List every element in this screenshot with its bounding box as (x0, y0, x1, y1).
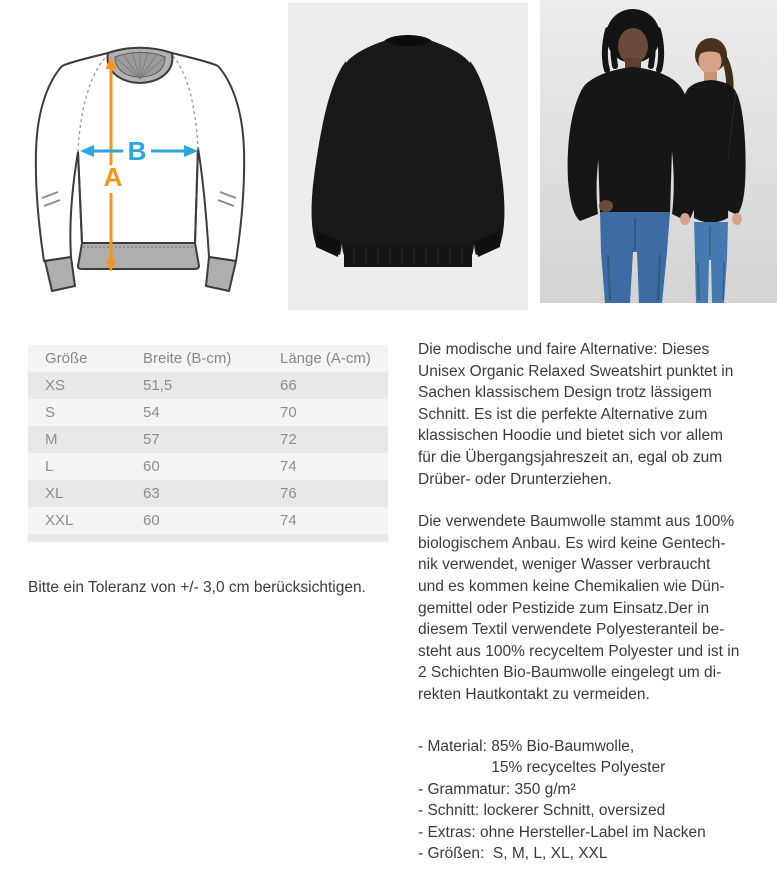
right-cuff (206, 257, 236, 291)
size-cell: M (45, 431, 58, 448)
size-diagram (12, 20, 268, 310)
table-row-xl (28, 480, 388, 507)
breite-cell: 60 (143, 458, 160, 475)
column-header-groesse: Größe (45, 350, 88, 367)
breite-cell: 54 (143, 404, 160, 421)
size-cell: L (45, 458, 54, 475)
table-footer-strip (28, 534, 388, 542)
breite-cell: 63 (143, 485, 160, 502)
product-details-list: - Material: 85% Bio-Baumwolle, 15% recyceltes Polyester - Grammatur: 350 g/m² - Schnitt: lockerer Schnitt, oversized - Extras: ohne Hersteller-Label im Nacken - Größen: S, M, L, XL, XXL (418, 737, 706, 863)
measure-b-label: B (127, 136, 147, 166)
product-description-section (418, 339, 770, 873)
laenge-cell: 74 (280, 458, 297, 475)
left-cuff (45, 257, 75, 291)
laenge-cell: 72 (280, 431, 297, 448)
table-row-m (28, 426, 388, 453)
laenge-cell: 70 (280, 404, 297, 421)
laenge-cell: 76 (280, 485, 297, 502)
breite-cell: 51,5 (143, 377, 173, 394)
breite-cell: 57 (143, 431, 160, 448)
hem-rib (344, 245, 472, 267)
size-cell: XL (45, 485, 64, 502)
table-row-xs (28, 372, 388, 399)
description-paragraph-2: Die verwendete Baumwolle stammt aus 100% biologischem Anbau. Es wird keine Gentech- nik verwendet, weniger Wasser verbraucht und es kommen keine Chemikalien wie Dün- gemittel oder Pestizide zum Einsatz.Der in diesem Textil verwendete Polyesteranteil be- steht aus 100% recyceltem Polyester und ist in 2 Schichten Bio-Baumwolle eingelegt um di- rekten Hautkontakt zu vermeiden. (418, 513, 740, 703)
description-paragraph-1: Die modische und faire Alternative: Dieses Unisex Organic Relaxed Sweatshirt punktet in Sachen klassischem Design trotz lässigem Schnitt. Es ist die perfekte Alternative zum klassischen Hoodie und bietet sich vor allem für die Übergangsjahreszeit an, egal ob zum Drüber- oder Drunterziehen. (418, 341, 734, 488)
size-cell: XS (45, 377, 66, 394)
female-left-hand (680, 213, 690, 225)
size-diagram-drawing (12, 20, 268, 310)
size-table (28, 345, 388, 542)
size-cell: S (45, 404, 56, 421)
column-header-breite: Breite (B-cm) (143, 350, 232, 367)
table-row-s (28, 399, 388, 426)
laenge-cell: 74 (280, 512, 297, 529)
size-table-header-row (28, 345, 388, 372)
laenge-cell: 66 (280, 377, 297, 394)
flat-sweatshirt-image (288, 3, 528, 310)
female-right-hand (732, 213, 742, 225)
product-photo-flat (288, 3, 528, 310)
table-row-l (28, 453, 388, 480)
product-photo-models (540, 0, 777, 303)
black-sweatshirt-silhouette (312, 35, 505, 267)
measure-a-label: A (103, 162, 123, 192)
size-cell: XXL (45, 512, 74, 529)
models-image (540, 0, 777, 303)
male-hand-in-pocket (599, 200, 613, 212)
column-header-laenge: Länge (A-cm) (280, 350, 371, 367)
tolerance-note: Bitte ein Toleranz von +/- 3,0 cm berücksichtigen. (28, 579, 366, 596)
table-row-xxl (28, 507, 388, 534)
breite-cell: 60 (143, 512, 160, 529)
